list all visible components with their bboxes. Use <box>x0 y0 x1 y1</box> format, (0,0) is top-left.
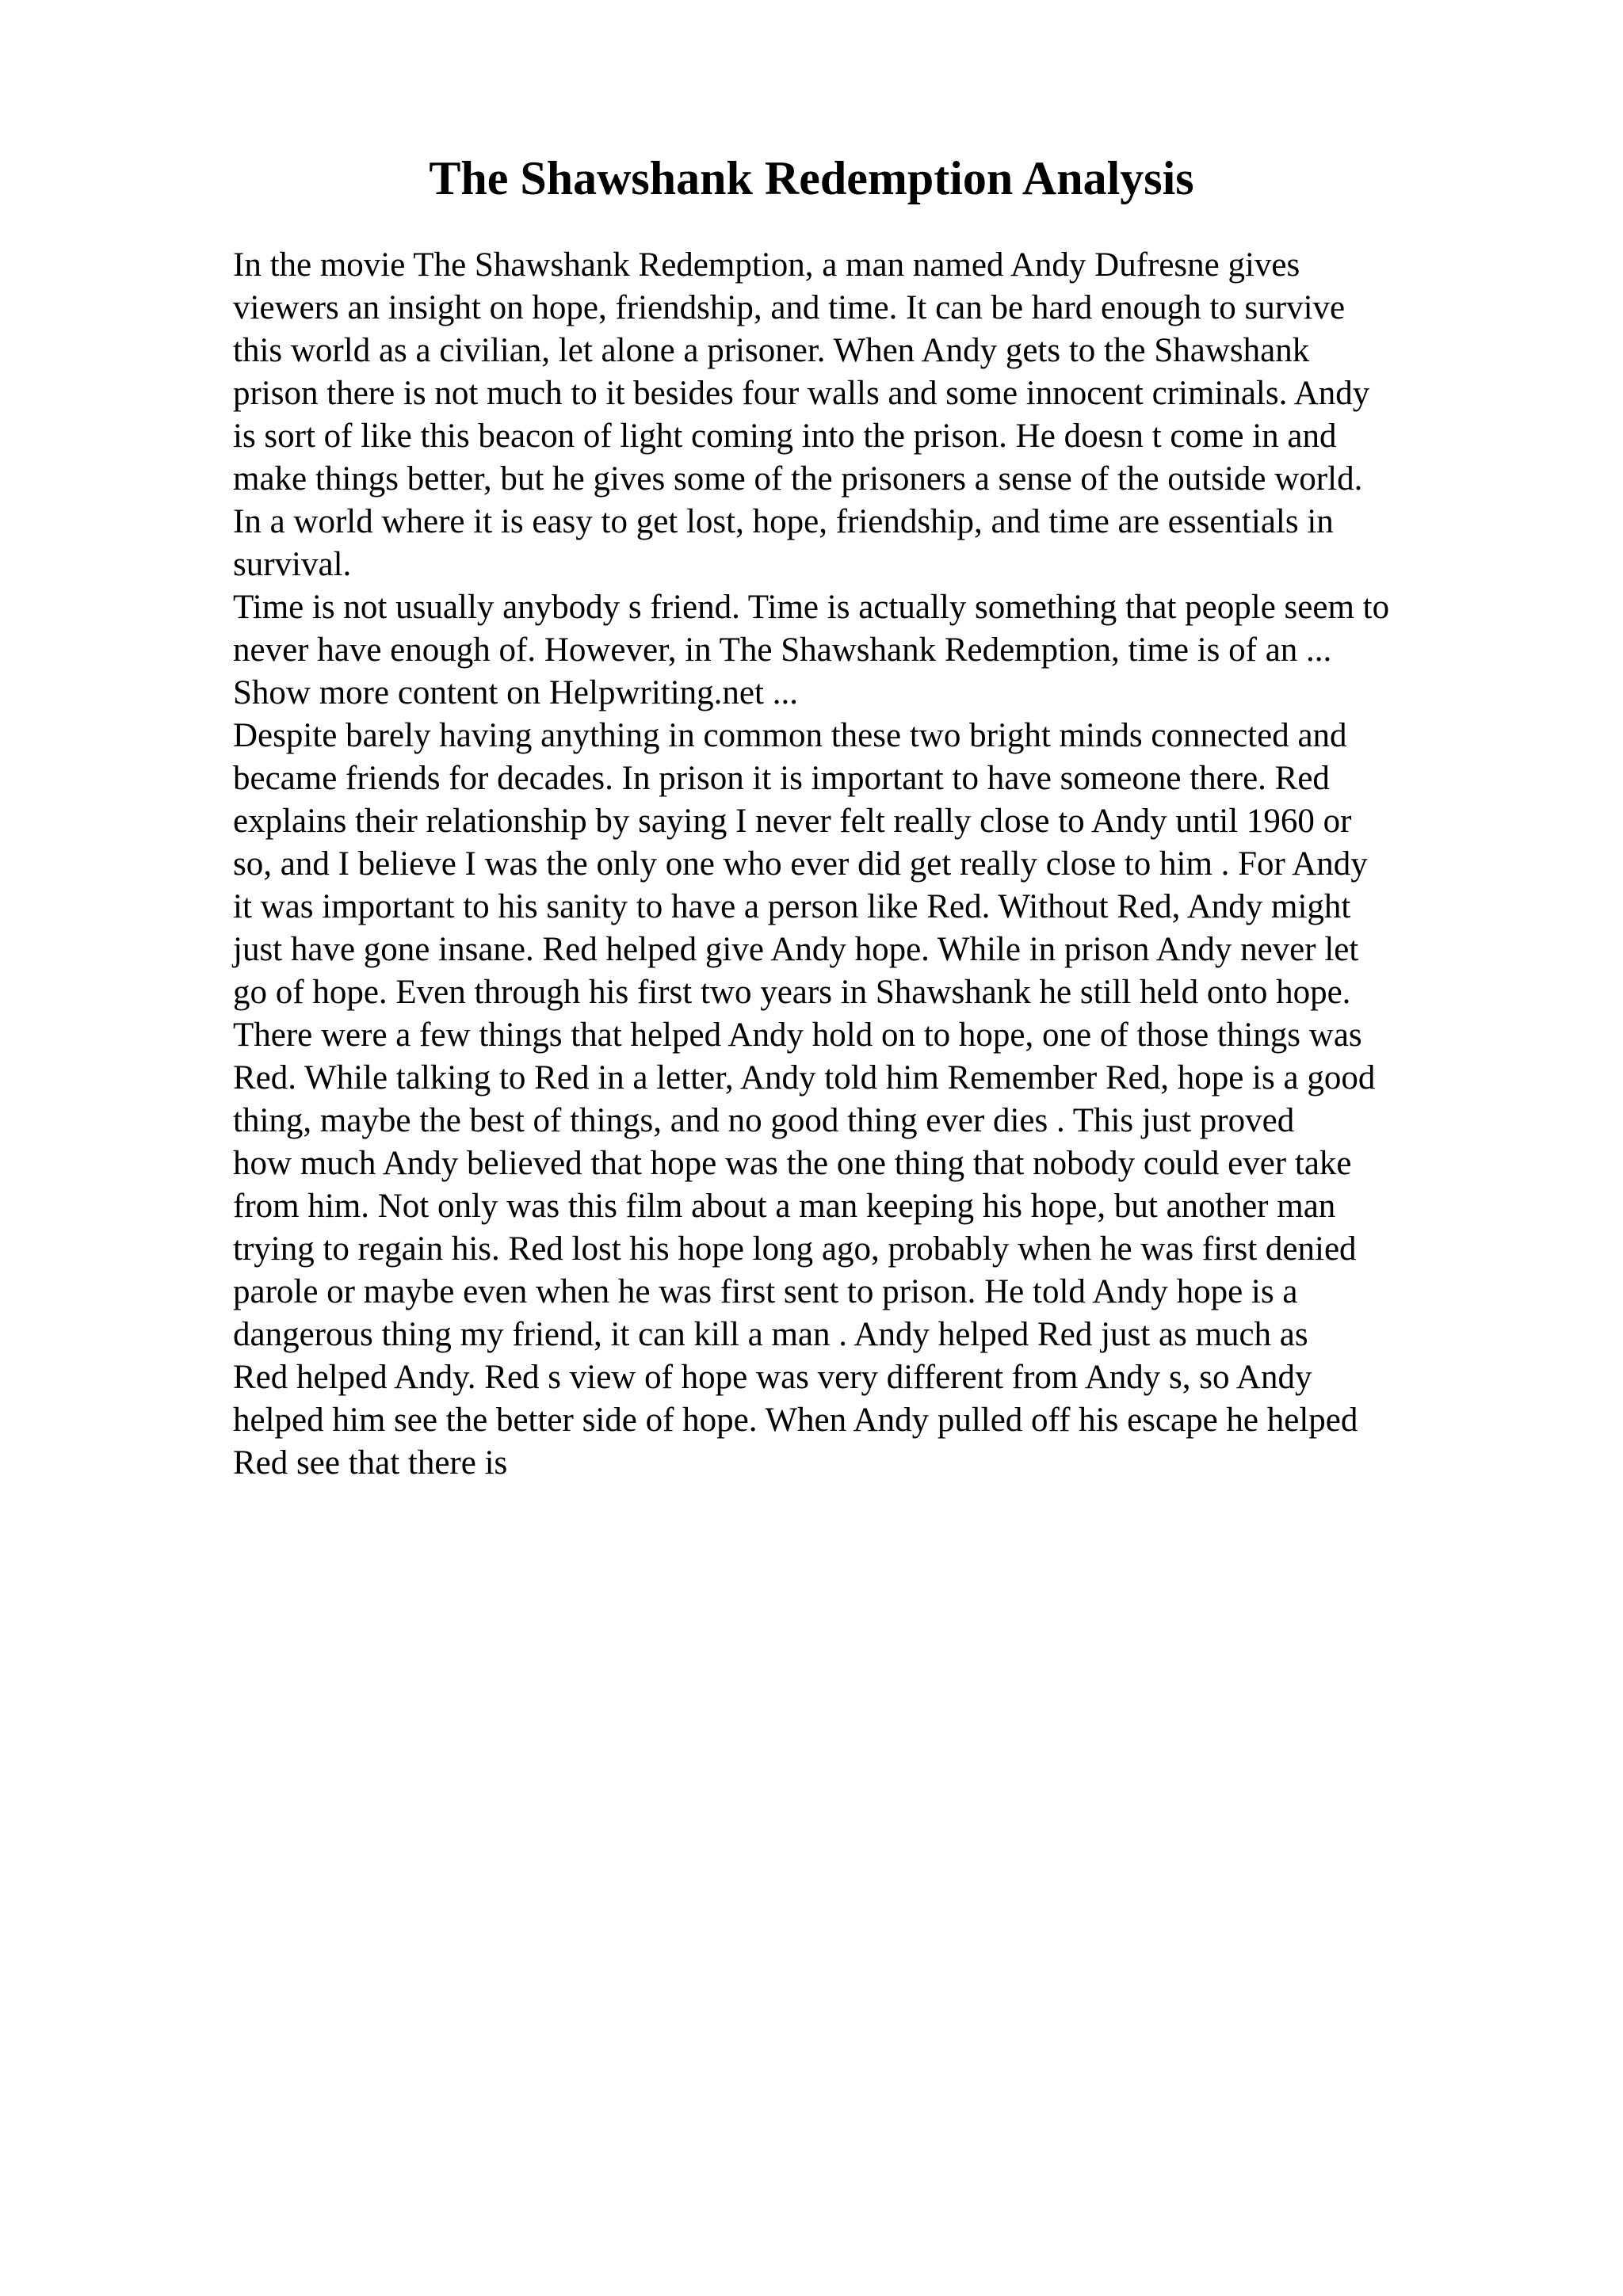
body-line: Red. While talking to Red in a letter, Andy told him Remember Red, hope is a good <box>233 1059 1376 1097</box>
body-line: Despite barely having anything in common these two bright minds connected and <box>233 717 1347 754</box>
body-line: never have enough of. However, in The Shawshank Redemption, time is of an ... <box>233 631 1332 669</box>
body-line: so, and I believe I was the only one who ever did get really close to him . For Andy <box>233 845 1368 883</box>
body-line: it was important to his sanity to have a person like Red. Without Red, Andy might <box>233 888 1351 925</box>
body-line: prison there is not much to it besides four walls and some innocent criminals. Andy <box>233 375 1370 412</box>
body-line: Red helped Andy. Red s view of hope was very different from Andy s, so Andy <box>233 1359 1312 1396</box>
body-line: parole or maybe even when he was first sent to prison. He told Andy hope is a <box>233 1273 1298 1310</box>
show-more-line: Show more content on Helpwriting.net ... <box>233 674 798 711</box>
document-body <box>233 244 1533 1485</box>
body-line: survival. <box>233 546 352 583</box>
body-line: make things better, but he gives some of the prisoners a sense of the outside world. <box>233 460 1363 498</box>
body-line: go of hope. Even through his first two years in Shawshank he still held onto hope. <box>233 974 1351 1011</box>
body-line: There were a few things that helped Andy hold on to hope, one of those things was <box>233 1016 1362 1054</box>
body-line: Time is not usually anybody s friend. Time is actually something that people seem to <box>233 589 1390 626</box>
body-line: from him. Not only was this film about a man keeping his hope, but another man <box>233 1188 1336 1225</box>
body-line: dangerous thing my friend, it can kill a man . Andy helped Red just as much as <box>233 1316 1308 1353</box>
body-line: trying to regain his. Red lost his hope long ago, probably when he was first denied <box>233 1230 1357 1268</box>
body-line: explains their relationship by saying I never felt really close to Andy until 1960 or <box>233 803 1352 840</box>
body-line: thing, maybe the best of things, and no good thing ever dies . This just proved <box>233 1102 1295 1139</box>
body-line: In a world where it is easy to get lost, hope, friendship, and time are essentials in <box>233 503 1334 540</box>
body-line: is sort of like this beacon of light coming into the prison. He doesn t come in and <box>233 418 1337 455</box>
body-line: how much Andy believed that hope was the one thing that nobody could ever take <box>233 1145 1352 1182</box>
body-line: this world as a civilian, let alone a prisoner. When Andy gets to the Shawshank <box>233 332 1310 369</box>
body-line: just have gone insane. Red helped give Andy hope. While in prison Andy never let <box>233 931 1359 968</box>
body-line: viewers an insight on hope, friendship, and time. It can be hard enough to survive <box>233 289 1346 326</box>
body-line: became friends for decades. In prison it is important to have someone there. Red <box>233 760 1330 797</box>
body-line: Red see that there is <box>233 1444 508 1482</box>
document-title: The Shawshank Redemption Analysis <box>429 152 1194 204</box>
body-line: In the movie The Shawshank Redemption, a man named Andy Dufresne gives <box>233 246 1300 284</box>
body-line: helped him see the better side of hope. When Andy pulled off his escape he helped <box>233 1402 1358 1439</box>
